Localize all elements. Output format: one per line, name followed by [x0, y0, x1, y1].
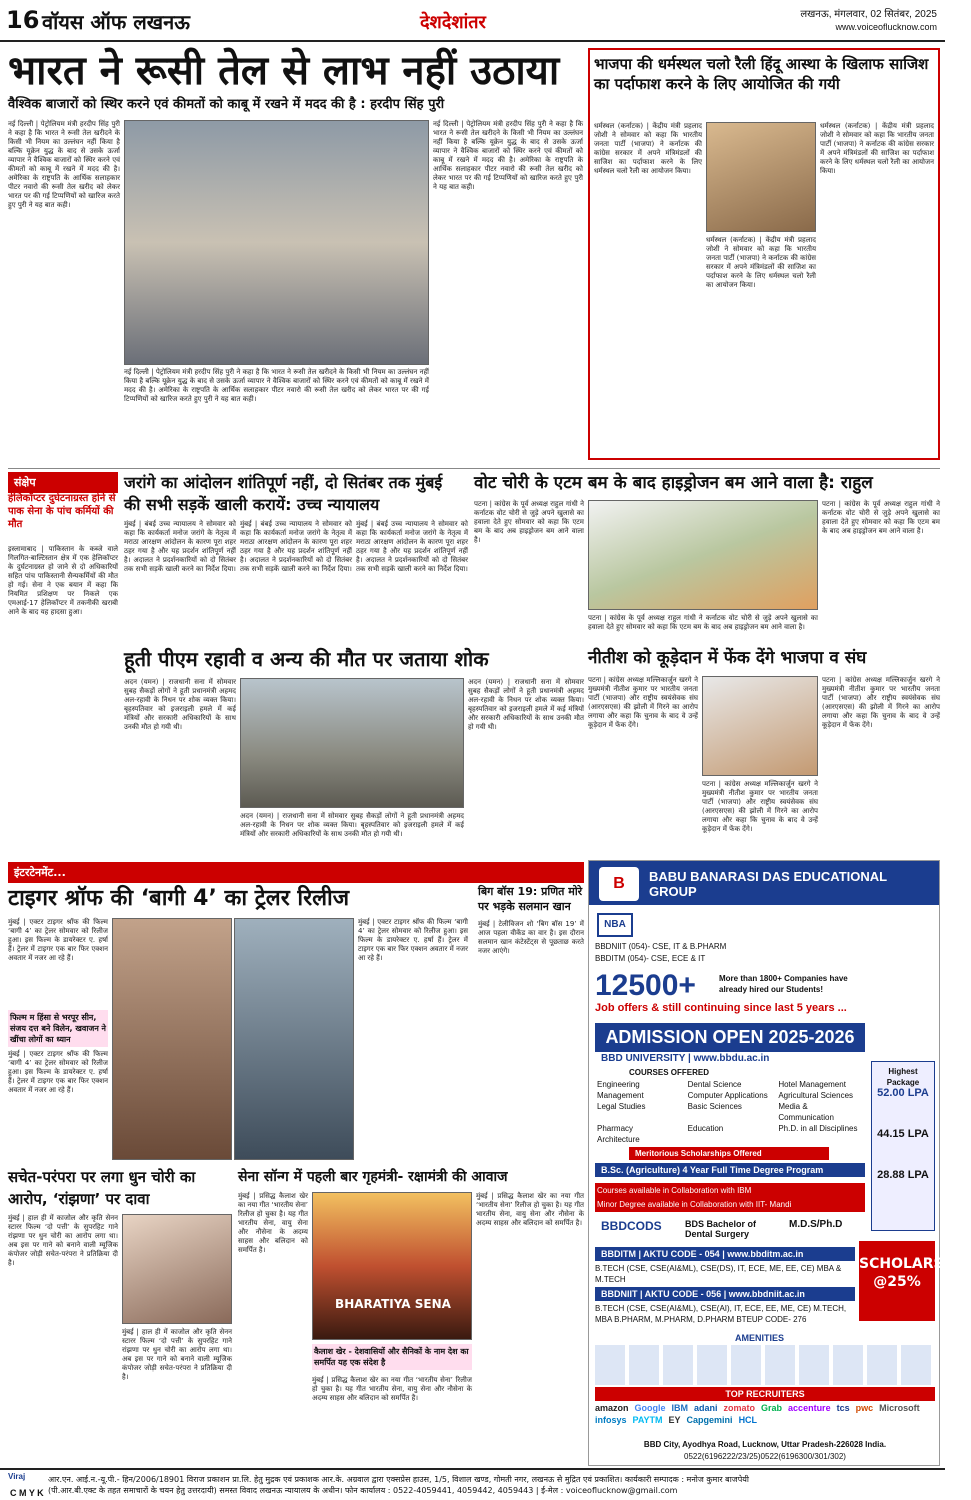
course-item: Management	[597, 1091, 644, 1100]
lead-photo	[124, 120, 429, 365]
ibm-collab: Courses available in Collaboration with IBM	[595, 1183, 865, 1198]
recruiter-logo: pwc	[855, 1403, 874, 1413]
lead-body-col3: नई दिल्ली | पेट्रोलियम मंत्री हरदीप सिंह पुरी ने कहा है कि भारत ने रूसी तेल खरीदने के किसी भी नियम का उल्लंघन नहीं किया है बल्कि यूक्रेन युद्ध के बाद से उसके ऊर्जा व्यापार ने वैश्विक बाजारों को स्थिर करने एवं कीमतों को काबू में रखने में मदद की है। अमेरिका के राष्ट्रपति के आर्थिक सलाहकार पीटर नवारो की रूसी तेल खरीद को लेकर भारत पर की गई टिप्पणियों को खारिज करते हुए पुरी ने यह बात कही।	[433, 120, 583, 191]
lead-body-col2: नई दिल्ली | पेट्रोलियम मंत्री हरदीप सिंह पुरी ने कहा है कि भारत ने रूसी तेल खरीदने के किसी भी नियम का उल्लंघन नहीं किया है बल्कि यूक्रेन युद्ध के बाद से उसके ऊर्जा व्यापार ने वैश्विक बाजारों को स्थिर करने एवं कीमतों को काबू में रखने में मदद की है। अमेरिका के राष्ट्रपति के आर्थिक सलाहकार पीटर नवारो की रूसी तेल खरीद को लेकर भारत पर की गई टिप्पणियों को खारिज करते हुए पुरी ने यह बात कही।	[124, 368, 429, 403]
page-number: 16	[6, 6, 40, 34]
sena-headline: सेना सॉन्ग में पहली बार गृहमंत्री- रक्षामंत्री की आवाज	[238, 1169, 508, 1185]
scholarship-offer: Meritorious Scholarships Offered	[629, 1147, 829, 1160]
raanjhanaa-headline: सचेत-परंपरा पर लगा धुन चोरी का आरोप, ‘रांझणा’ पर दावा	[8, 1168, 196, 1208]
tiger-body-3: मुंबई | एक्टर टाइगर श्रॉफ की फिल्म ‘बागी 4’ का ट्रेलर सोमवार को रिलीज हुआ। इस फिल्म के डायरेक्टर ए. हर्षा हैं। ट्रेलर में टाइगर एक बार फिर एक्शन अवतार में नजर आ रहे हैं।	[358, 918, 468, 962]
package-value: 52.00 LPA	[877, 1087, 929, 1099]
bbdu-line: BBD UNIVERSITY | www.bbdu.ac.in	[601, 1053, 770, 1064]
section-title: देशदेशांतर	[420, 12, 486, 33]
recruiter-logo: tcs	[836, 1403, 850, 1413]
recruiter-logo: HCL	[738, 1415, 758, 1425]
package-dream1: 44.15 LPA	[877, 1128, 929, 1140]
raanjhanaa-body-col1: मुंबई | हाल ही में काजोल और कृति सेनन स्टारर फिल्म ‘दो पत्ती’ के सुपरहिट गाने रांझणा पर धुन चोरी का आरोप लगा था। अब इस पर गाने को बनाने वाली म्यूजिक कंपोजर जोड़ी सचेत-परंपरा ने प्रतिक्रिया दी है।	[8, 1214, 118, 1267]
entertainment-label: इंटरटेनमेंट...	[8, 862, 584, 883]
tiger-poster-2	[234, 918, 354, 1160]
brief-headline: हेलिकॉप्टर दुर्घटनाग्रस्त होने से पाक सेना के पांच कर्मियों की मौत	[8, 493, 116, 530]
iit-collab: Minor Degree available in Collaboration with IIT- Mandi	[595, 1197, 865, 1212]
ad-address: BBD City, Ayodhya Road, Lucknow, Uttar Pradesh-226028 India.	[643, 1440, 887, 1449]
paper-name: वॉयस ऑफ लखनऊ	[42, 10, 190, 34]
recruiter-logo: Microsoft	[879, 1403, 920, 1413]
bbdniit-courses: B.TECH (CSE, CSE(AI&ML), CSE(AI), IT, ECE, EE, ME, CE) M.TECH, MBA B.PHARM, M.PHARM, D.PHARM BTEUP CODE- 276	[595, 1304, 847, 1324]
tiger-headline: टाइगर श्रॉफ की ‘बागी 4’ का ट्रेलर रिलीज	[8, 886, 350, 911]
accreditation-2: BBDITM (054)- CSE, ECE & IT	[595, 954, 706, 963]
houthi-headline: हूती पीएम रहावी व अन्य की मौत पर जताया शोक	[124, 647, 489, 671]
right-top-box	[588, 48, 940, 460]
dateline: लखनऊ, मंगलवार, 02 सितंबर, 2025	[800, 9, 937, 20]
tiger-poster-1	[112, 918, 232, 1160]
bbdniit-line: BBDNIIT | AKTU CODE - 056 | www.bbdniit.ac.in	[595, 1287, 855, 1301]
recruiter-logo: zomato	[723, 1403, 756, 1413]
right-top-body-col1: धर्मस्थल (कर्नाटक) | केंद्रीय मंत्री प्रहलाद जोशी ने सोमवार को कहा कि भारतीय जनता पार्टी (भाजपा) ने कर्नाटक की कांग्रेस सरकार में अपने मंत्रिमंडलों की साजिश का पर्दाफाश करने के लिए धर्मस्थल चलो रैली का आयोजन किया।	[594, 122, 702, 175]
lead-subhead: वैश्विक बाजारों को स्थिर करने एवं कीमतों को काबू में रखने में मदद की है : हरदीप सिंह पुरी	[8, 97, 445, 112]
divider	[8, 468, 940, 469]
amenities-icons	[595, 1345, 935, 1385]
mds-course: M.D.S/Ph.D	[789, 1219, 843, 1230]
sena-body-col3: मुंबई | प्रसिद्ध कैलाश खेर का नया गीत ‘भारतीय सेना’ रिलीज हो चुका है। यह गीत भारतीय सेना, वायु सेना और नौसेना के अदम्य साहस और बलिदान को समर्पित है।	[476, 1192, 584, 1227]
scholarship-badge: SCHOLARSHIP @25%	[859, 1241, 935, 1321]
maratha-body-col3: मुंबई | बंबई उच्च न्यायालय ने सोमवार को कहा कि कार्यकर्ता मनोज जरांगे के नेतृत्व में मराठा आरक्षण आंदोलन के कारण पूरा शहर ठहर गया है और यह प्रदर्शन शांतिपूर्ण नहीं है। अदालत ने प्रदर्शनकारियों को दो सितंबर तक सभी सड़कें खाली करने का निर्देश दिया।	[356, 520, 468, 573]
ad-phones: 0522(6196222/23/25)0522(6196300/301/302)	[684, 1452, 846, 1461]
ad-header	[589, 861, 939, 905]
course-item: Ph.D. in all Disciplines	[778, 1124, 858, 1133]
ad-brand: BABU BANARASI DAS EDUCATIONAL GROUP	[649, 869, 887, 899]
bbditm-line: BBDITM | AKTU CODE - 054 | www.bbditm.ac.in	[595, 1247, 855, 1261]
masthead	[0, 0, 945, 42]
recruiter-logo: Grab	[761, 1403, 783, 1413]
recruiters-title: TOP RECRUITERS	[595, 1387, 935, 1401]
recruiter-logo: amazon	[595, 1403, 629, 1413]
raanjhanaa-photo	[122, 1214, 232, 1324]
accreditation-1: BBDNIIT (054)- CSE, IT & B.PHARM	[595, 942, 727, 951]
tiger-pull-quote: फिल्म म हिंसा से भरपूर सीन, संजय दत्त बने विलेन, खवाजन ने खींचा लोगों का ध्यान	[8, 1010, 108, 1047]
rahul-headline: वोट चोरी के एटम बम के बाद हाइड्रोजन बम आने वाला है: राहुल	[474, 473, 873, 493]
bbd-advertisement[interactable]	[588, 860, 971, 1466]
course-item: Hotel Management	[778, 1080, 846, 1089]
courses-title: COURSES OFFERED	[629, 1068, 710, 1077]
imprint-line-2: (पी.आर.बी.एक्ट के तहत समाचारों के चयन हेतु उत्तरदायी) समस्त विवाद लखनऊ न्यायालय के अधीन। फोन कार्यालय : 0522-4059441, 4059442, 4059443 | ई-मेल : voiceoflucknow@gmail.com	[48, 1486, 678, 1495]
package-panel	[871, 1061, 935, 1231]
rahul-body-col3: पटना | कांग्रेस के पूर्व अध्यक्ष राहुल गांधी ने कर्नाटक वोट चोरी से जुड़े अपने खुलासे का हवाला देते हुए सोमवार को कहा कि एटम बम के बाद अब हाइड्रोजन बम आने वाला है।	[822, 500, 940, 535]
recruiter-logo: accenture	[788, 1403, 831, 1413]
bds-course: BDS Bachelor of Dental Surgery	[685, 1219, 757, 1239]
placement-text: More than 1800+ Companies have already hired our Students!	[719, 974, 848, 994]
course-item: Education	[687, 1124, 724, 1133]
course-item: Basic Sciences	[687, 1102, 742, 1111]
maratha-body-col1: मुंबई | बंबई उच्च न्यायालय ने सोमवार को कहा कि कार्यकर्ता मनोज जरांगे के नेतृत्व में मराठा आरक्षण आंदोलन के कारण पूरा शहर ठहर गया है और यह प्रदर्शन शांतिपूर्ण नहीं है। अदालत ने प्रदर्शनकारियों को दो सितंबर तक सभी सड़कें खाली करने का निर्देश दिया।	[124, 520, 236, 573]
recruiter-logo: adani	[694, 1403, 718, 1413]
recruiter-logo: Capgemini	[686, 1415, 733, 1425]
tiger-body: मुंबई | एक्टर टाइगर श्रॉफ की फिल्म ‘बागी 4’ का ट्रेलर सोमवार को रिलीज हुआ। इस फिल्म के डायरेक्टर ए. हर्षा हैं। ट्रेलर में टाइगर एक बार फिर एक्शन अवतार में नजर आ रहे हैं।	[8, 918, 108, 962]
brief-body: इस्लामाबाद | पाकिस्तान के कब्जे वाले गिलगित-बाल्टिस्तान क्षेत्र में एक हेलिकॉप्टर के दुर्घटनाग्रस्त हो जाने से दो अधिकारियों सहित पांच पाकिस्तानी सैन्यकर्मियों की मौत हो गई। सेना ने एक बयान में कहा कि नियमित प्रशिक्षण पर निकले एक एमआई-17 हेलिकॉप्टर में तकनीकी खराबी आने के बाद यह हादसा हुआ।	[8, 545, 118, 616]
imprint-footer	[0, 1468, 945, 1500]
sena-body-col1: मुंबई | प्रसिद्ध कैलाश खेर का नया गीत ‘भारतीय सेना’ रिलीज हो चुका है। यह गीत भारतीय सेना, वायु सेना और नौसेना के अदम्य साहस और बलिदान को समर्पित है।	[238, 1192, 308, 1254]
tiger-body-2: मुंबई | एक्टर टाइगर श्रॉफ की फिल्म ‘बागी 4’ का ट्रेलर सोमवार को रिलीज हुआ। इस फिल्म के डायरेक्टर ए. हर्षा हैं। ट्रेलर में टाइगर एक बार फिर एक्शन अवतार में नजर आ रहे हैं।	[8, 1050, 108, 1094]
sena-body-col2: मुंबई | प्रसिद्ध कैलाश खेर का नया गीत ‘भारतीय सेना’ रिलीज हो चुका है। यह गीत भारतीय सेना, वायु सेना और नौसेना के अदम्य साहस और बलिदान को समर्पित है।	[312, 1376, 472, 1402]
salman-body: मुंबई | टेलीविजन शो ‘बिग बॉस 19’ में आज पहला वीकेंड का वार है। इस दौरान सलमान खान कंटेस्टेंट्स से पूछताछ करते नजर आएंगे।	[478, 920, 584, 955]
nba-badge: NBA	[597, 913, 633, 937]
recruiter-logo: IBM	[671, 1403, 689, 1413]
recruiter-logos	[595, 1403, 935, 1425]
lead-headline: भारत ने रूसी तेल से लाभ नहीं उठाया	[8, 48, 560, 94]
course-item: Pharmacy	[597, 1124, 634, 1133]
right-top-body-col3: धर्मस्थल (कर्नाटक) | केंद्रीय मंत्री प्रहलाद जोशी ने सोमवार को कहा कि भारतीय जनता पार्टी (भाजपा) ने कर्नाटक की कांग्रेस सरकार में अपने मंत्रिमंडलों की साजिश का पर्दाफाश करने के लिए धर्मस्थल चलो रैली का आयोजन किया।	[820, 122, 934, 175]
nitish-photo	[702, 676, 818, 776]
sena-pull-quote: कैलाश खेर - देशवासियों और सैनिकों के नाम देश का समर्पित यह एक संदेश है	[312, 1344, 472, 1370]
bsc-program: B.Sc. (Agriculture) 4 Year Full Time Degree Program	[595, 1163, 865, 1177]
raanjhanaa-body-col2: मुंबई | हाल ही में काजोल और कृति सेनन स्टारर फिल्म ‘दो पत्ती’ के सुपरहिट गाने रांझणा पर धुन चोरी का आरोप लगा था। अब इस पर गाने को बनाने वाली म्यूजिक कंपोजर जोड़ी सचेत-परंपरा ने प्रतिक्रिया दी है।	[122, 1328, 232, 1381]
admission-banner: ADMISSION OPEN 2025-2026	[595, 1023, 865, 1052]
lead-body-col1: नई दिल्ली | पेट्रोलियम मंत्री हरदीप सिंह पुरी ने कहा है कि भारत ने रूसी तेल खरीदने के किसी भी नियम का उल्लंघन नहीं किया है बल्कि यूक्रेन युद्ध के बाद से उसके ऊर्जा व्यापार ने वैश्विक बाजारों को स्थिर करने एवं कीमतों को काबू में रखने में मदद की है। अमेरिका के राष्ट्रपति के आर्थिक सलाहकार पीटर नवारो की रूसी तेल खरीद को लेकर भारत पर की गई टिप्पणियों को खारिज करते हुए पुरी ने यह बात कही।	[8, 120, 120, 209]
package-label: Highest Package	[886, 1067, 920, 1087]
nitish-body-col2: पटना | कांग्रेस अध्यक्ष मल्लिकार्जुन खरगे ने मुख्यमंत्री नीतीश कुमार पर भारतीय जनता पार्टी (भाजपा) और राष्ट्रीय स्वयंसेवक संघ (आरएसएस) की झोली में गिरने का आरोप लगाया और कहा कि चुनाव के बाद वे उन्हें कूड़ेदान में फेंक देंगे।	[702, 780, 818, 833]
package-dream2: 28.88 LPA	[877, 1169, 929, 1181]
houthi-photo	[240, 678, 464, 808]
viraj-logo: Viraj	[8, 1472, 26, 1481]
bbd-logo-icon: B	[599, 867, 639, 901]
right-top-body-col2: धर्मस्थल (कर्नाटक) | केंद्रीय मंत्री प्रहलाद जोशी ने सोमवार को कहा कि भारतीय जनता पार्टी (भाजपा) ने कर्नाटक की कांग्रेस सरकार में अपने मंत्रिमंडलों की साजिश का पर्दाफाश करने के लिए धर्मस्थल चलो रैली का आयोजन किया।	[706, 236, 816, 289]
rahul-body-col2: पटना | कांग्रेस के पूर्व अध्यक्ष राहुल गांधी ने कर्नाटक वोट चोरी से जुड़े अपने खुलासे का हवाला देते हुए सोमवार को कहा कि एटम बम के बाद अब हाइड्रोजन बम आने वाला है।	[588, 614, 818, 631]
houthi-body-col2: अदन (यमन) | राजधानी सना में सोमवार सुबह सैकड़ों लोगों ने हूती प्रधानमंत्री अहमद अल-रहावी के निधन पर शोक व्यक्त किया। बृहस्पतिवार को इजराइली हमले में कई मंत्रियों और सरकारी अधिकारियों के साथ उनकी मौत हो गयी थी।	[240, 812, 464, 838]
nitish-body-col1: पटना | कांग्रेस अध्यक्ष मल्लिकार्जुन खरगे ने मुख्यमंत्री नीतीश कुमार पर भारतीय जनता पार्टी (भाजपा) और राष्ट्रीय स्वयंसेवक संघ (आरएसएस) की झोली में गिरने का आरोप लगाया और कहा कि चुनाव के बाद वे उन्हें कूड़ेदान में फेंक देंगे।	[588, 676, 698, 729]
houthi-body-col1: अदन (यमन) | राजधानी सना में सोमवार सुबह सैकड़ों लोगों ने हूती प्रधानमंत्री अहमद अल-रहावी के निधन पर शोक व्यक्त किया। बृहस्पतिवार को इजराइली हमले में कई मंत्रियों और सरकारी अधिकारियों के साथ उनकी मौत हो गयी थी।	[124, 678, 236, 731]
sena-poster	[312, 1192, 472, 1340]
salman-headline: बिग बॉस 19: प्रणित मोरे पर भड़के सलमान खान	[478, 885, 583, 913]
sena-poster-title: BHARATIYA SENA	[335, 1297, 451, 1311]
site-url: www.voiceoflucknow.com	[835, 22, 937, 32]
recruiter-logo: EY	[668, 1415, 681, 1425]
maratha-body-col2: मुंबई | बंबई उच्च न्यायालय ने सोमवार को कहा कि कार्यकर्ता मनोज जरांगे के नेतृत्व में मराठा आरक्षण आंदोलन के कारण पूरा शहर ठहर गया है और यह प्रदर्शन शांतिपूर्ण नहीं है। अदालत ने प्रदर्शनकारियों को दो सितंबर तक सभी सड़कें खाली करने का निर्देश दिया।	[240, 520, 352, 573]
amenities-title: AMENITIES	[735, 1333, 785, 1343]
rahul-photo	[588, 500, 818, 610]
course-item: Agricultural Sciences	[778, 1091, 854, 1100]
bbdcods-name: BBDCODS	[601, 1219, 662, 1233]
course-item: Computer Applications	[687, 1091, 768, 1100]
imprint-line-1: आर.एन. आई.न.-यू.पी.- हिन/2006/18901 विराज प्रकाशन प्रा.लि. हेतु मुद्रक एवं प्रकाशक आर.के. अग्रवाल द्वारा एक्सप्रेस हाउस, 1/5, विशाल खण्ड, गोमती नगर, लखनऊ से मुद्रित एवं प्रकाशित। कार्यकारी सम्पादक : मनोज कुमार बाजपेयी	[48, 1475, 749, 1484]
job-offers: Job offers & still continuing since last 5 years ...	[595, 1002, 847, 1014]
right-top-photo	[706, 122, 816, 232]
course-item: Legal Studies	[597, 1102, 646, 1111]
course-item: Architecture	[597, 1135, 640, 1144]
maratha-headline: जरांगे का आंदोलन शांतिपूर्ण नहीं, दो सितंबर तक मुंबई की सभी सड़कें खाली करायें: उच्च न्यायालय	[124, 473, 443, 514]
recruiter-logo: infosys	[595, 1415, 627, 1425]
recruiter-logo: PAYTM	[632, 1415, 663, 1425]
course-item: Media & Communication	[778, 1102, 834, 1122]
placement-stat: 12500+	[595, 969, 696, 1002]
course-item: Engineering	[597, 1080, 640, 1089]
course-item: Dental Science	[687, 1080, 742, 1089]
nitish-headline: नीतीश को कूड़ेदान में फेंक देंगे भाजपा व संघ	[588, 648, 867, 668]
recruiter-logo: Google	[634, 1403, 666, 1413]
houthi-body-col3: अदन (यमन) | राजधानी सना में सोमवार सुबह सैकड़ों लोगों ने हूती प्रधानमंत्री अहमद अल-रहावी के निधन पर शोक व्यक्त किया। बृहस्पतिवार को इजराइली हमले में कई मंत्रियों और सरकारी अधिकारियों के साथ उनकी मौत हो गयी थी।	[468, 678, 584, 731]
rahul-body-col1: पटना | कांग्रेस के पूर्व अध्यक्ष राहुल गांधी ने कर्नाटक वोट चोरी से जुड़े अपने खुलासे का हवाला देते हुए सोमवार को कहा कि एटम बम के बाद अब हाइड्रोजन बम आने वाला है।	[474, 500, 584, 544]
right-top-headline: भाजपा की धर्मस्थल चलो रैली हिंदू आस्था के खिलाफ साजिश का पर्दाफाश करने के लिए आयोजित की गयी	[594, 55, 929, 93]
nitish-body-col3: पटना | कांग्रेस अध्यक्ष मल्लिकार्जुन खरगे ने मुख्यमंत्री नीतीश कुमार पर भारतीय जनता पार्टी (भाजपा) और राष्ट्रीय स्वयंसेवक संघ (आरएसएस) की झोली में गिरने का आरोप लगाया और कहा कि चुनाव के बाद वे उन्हें कूड़ेदान में फेंक देंगे।	[822, 676, 940, 729]
bbditm-courses: B.TECH (CSE, CSE(AI&ML), CSE(DS), IT, ECE, ME, EE, CE) MBA & M.TECH	[595, 1264, 842, 1284]
cmyk-marks: C M Y K	[10, 1488, 44, 1498]
brief-label: संक्षेप	[8, 472, 118, 493]
